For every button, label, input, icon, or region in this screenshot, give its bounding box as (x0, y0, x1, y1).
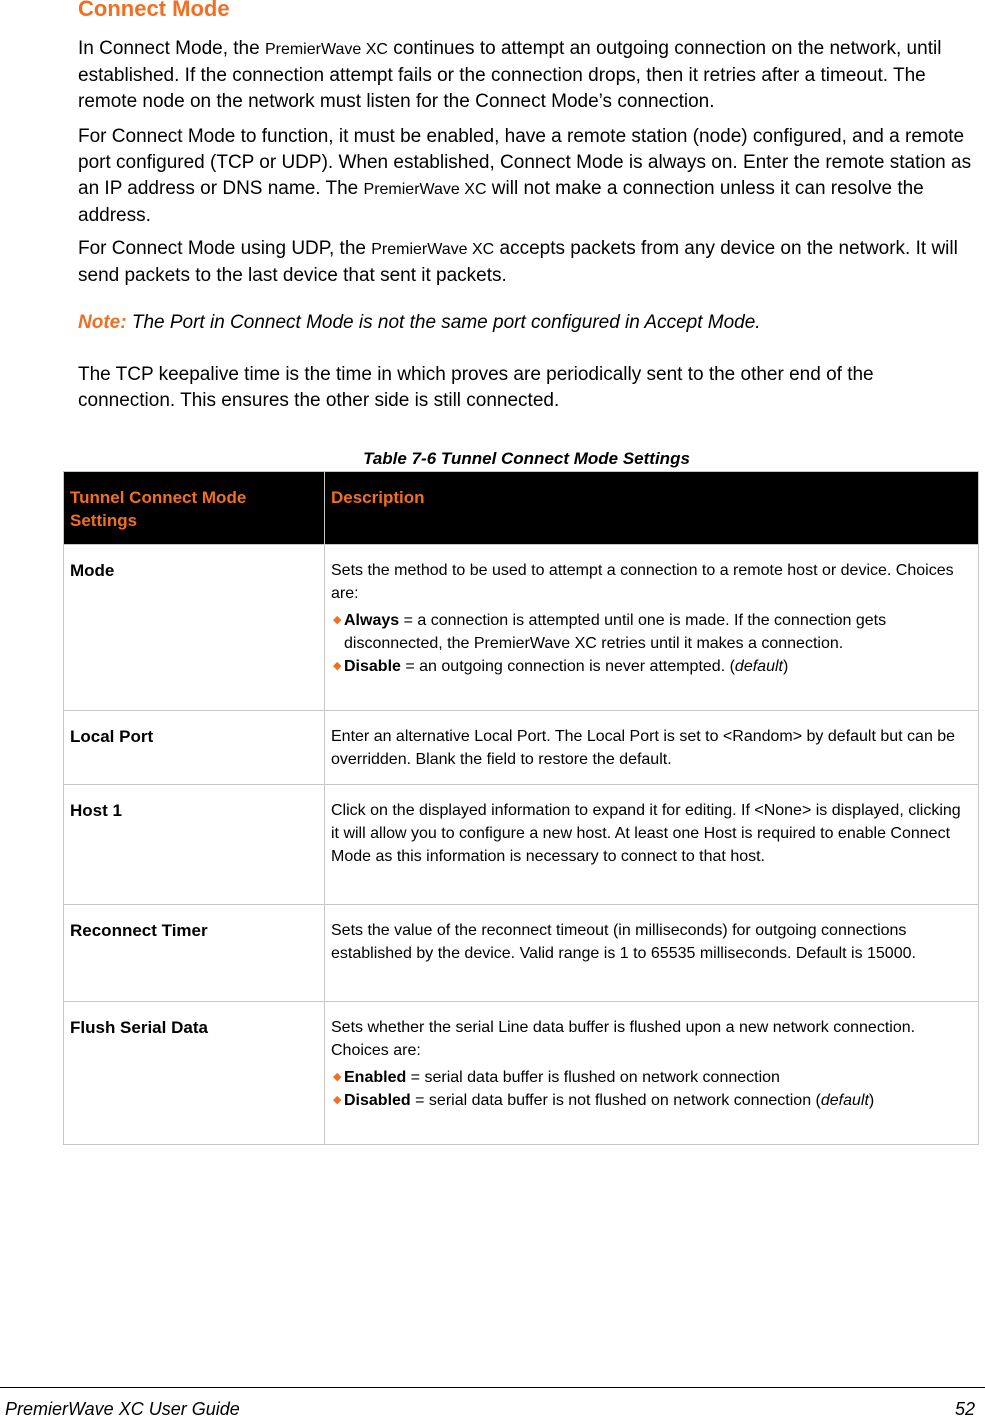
setting-name: Host 1 (64, 785, 325, 905)
paragraph-keepalive: The TCP keepalive time is the time in which proves are periodically sent to the other end of the connection. This ensures the other side is still connected. (78, 364, 874, 411)
table-row (64, 1002, 979, 1145)
note (78, 312, 761, 334)
setting-description: Sets the method to be used to attempt a connection to a remote host or device. Choices are: ◆ Always = a connection is attempted until one is made. If the connection gets disconnected, the PremierWave XC retries until it makes a connection. ◆ Disable = an outgoing connection is never attempted. (default) (325, 545, 979, 711)
list-item: ◆ Disable = an outgoing connection is never attempted. (default) (333, 655, 972, 678)
paragraph-udp: For Connect Mode using UDP, the PremierWave XC accepts packets from any device on the network. It will send packets to the last device that sent it packets. (78, 238, 958, 286)
table-header-row (64, 472, 979, 545)
product-name: PremierWave XC (264, 41, 388, 58)
list-item: ◆ Enabled = serial data buffer is flushed on network connection (333, 1066, 972, 1089)
footer-divider (0, 1387, 985, 1388)
section-heading: Connect Mode (78, 0, 230, 21)
column-header-description: Description (325, 472, 979, 545)
table-row (64, 545, 979, 711)
setting-name: Local Port (64, 711, 325, 785)
table-caption: Table 7-6 Tunnel Connect Mode Settings (363, 449, 690, 468)
diamond-bullet-icon: ◆ (333, 1094, 342, 1106)
note-label: Note: (78, 312, 127, 333)
settings-table (63, 471, 979, 1145)
diamond-bullet-icon: ◆ (333, 1071, 342, 1083)
table-row (64, 785, 979, 905)
setting-name: Mode (64, 545, 325, 711)
diamond-bullet-icon: ◆ (333, 660, 342, 672)
product-name: PremierWave XC (371, 241, 495, 258)
setting-description: Enter an alternative Local Port. The Local Port is set to <Random> by default but can be overridden. Blank the field to restore the default. (325, 711, 979, 785)
list-item: ◆ Disabled = serial data buffer is not flushed on network connection (default) (333, 1089, 972, 1112)
setting-description: Click on the displayed information to expand it for editing. If <None> is displayed, clicking it will allow you to configure a new host. At least one Host is required to enable Connect Mode as this information is necessary to connect to that host. (325, 785, 979, 905)
column-header-setting: Tunnel Connect Mode Settings (64, 472, 325, 545)
setting-name: Flush Serial Data (64, 1002, 325, 1145)
diamond-bullet-icon: ◆ (333, 614, 342, 626)
table-row (64, 711, 979, 785)
product-name: PremierWave XC (363, 181, 487, 198)
page-number: 52 (954, 1399, 975, 1419)
note-text: The Port in Connect Mode is not the same port configured in Accept Mode. (126, 312, 761, 333)
list-item: ◆ Always = a connection is attempted until one is made. If the connection gets disconnected, the PremierWave XC retries until it makes a connection. (333, 609, 972, 655)
paragraph-function: For Connect Mode to function, it must be enabled, have a remote station (node) configured, and a remote port configured (TCP or UDP). When established, Connect Mode is always on. Enter the remote station as an IP address or DNS name. The PremierWave XC will not make a connection unless it can resolve the address. (78, 126, 972, 226)
setting-description: Sets the value of the reconnect timeout (in milliseconds) for outgoing connections established by the device. Valid range is 1 to 65535 milliseconds. Default is 15000. (325, 905, 979, 1002)
table-row (64, 905, 979, 1002)
setting-description: Sets whether the serial Line data buffer is flushed upon a new network connection. Choices are: ◆ Enabled = serial data buffer is flushed on network connection ◆ Disabled = serial data buffer is not flushed on network connection (default) (325, 1002, 979, 1145)
setting-name: Reconnect Timer (64, 905, 325, 1002)
paragraph-intro: In Connect Mode, the PremierWave XC continues to attempt an outgoing connection on the network, until established. If the connection attempt fails or the connection drops, then it retries after a timeout. The remote node on the network must listen for the Connect Mode’s connection. (78, 38, 942, 112)
footer-title: PremierWave XC User Guide (5, 1399, 240, 1419)
